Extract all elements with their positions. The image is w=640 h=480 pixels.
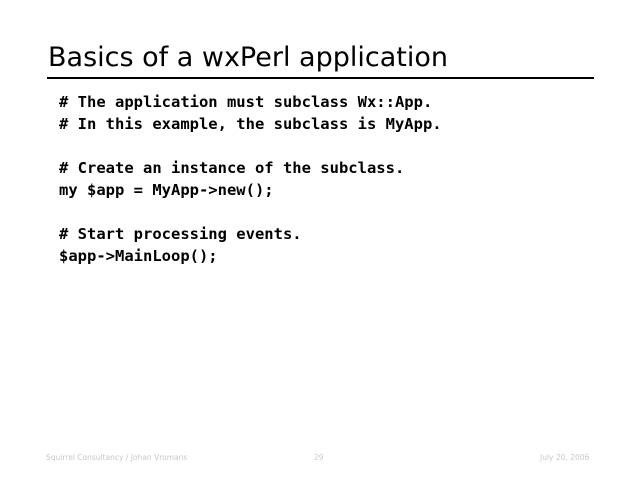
footer-page-number: 29 xyxy=(314,453,324,462)
code-line xyxy=(59,201,442,223)
code-block xyxy=(59,91,442,267)
code-line: # Start processing events. xyxy=(59,225,302,243)
code-line xyxy=(59,135,442,157)
code-line: $app->MainLoop(); xyxy=(59,247,218,265)
footer-date: July 20, 2006 xyxy=(540,453,590,462)
code-line: # The application must subclass Wx::App. xyxy=(59,93,433,111)
slide-title: Basics of a wxPerl application xyxy=(48,42,448,73)
code-line: my $app = MyApp->new(); xyxy=(59,181,274,199)
code-line: # Create an instance of the subclass. xyxy=(59,159,405,177)
footer-author: Squirrel Consultancy / Johan Vromans xyxy=(46,453,188,462)
code-line: # In this example, the subclass is MyApp. xyxy=(59,115,442,133)
title-divider xyxy=(47,77,594,79)
